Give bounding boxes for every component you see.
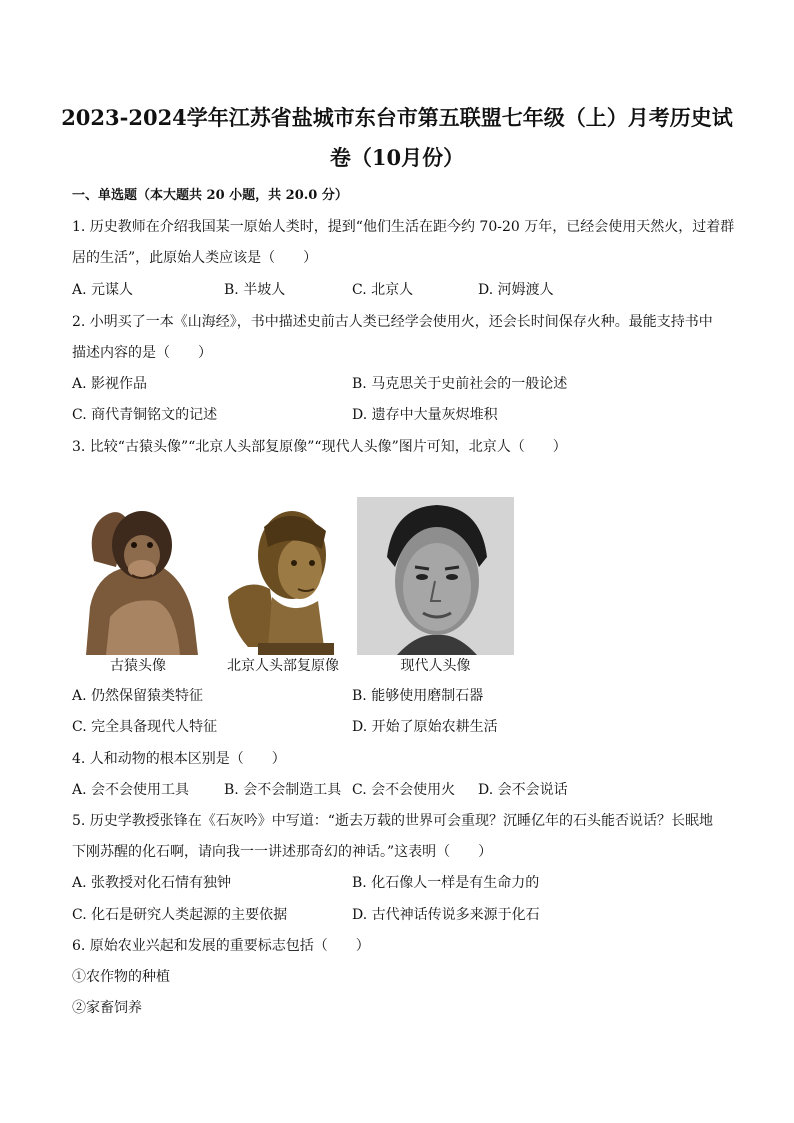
question-1-option-d: D. 河姆渡人: [478, 282, 554, 298]
question-5-stem-cont: 下刚苏醒的化石啊，请向我一一讲述那奇幻的神话。”这表明（ ）: [72, 844, 493, 860]
question-1-option-c: C. 北京人: [352, 282, 414, 298]
question-3-option-a: A. 仍然保留猿类特征: [72, 688, 204, 704]
question-4-option-c: C. 会不会使用火: [352, 782, 456, 798]
question-5-option-b: B. 化石像人一样是有生命力的: [352, 875, 540, 891]
ape-head-image: [76, 497, 200, 655]
peking-man-bust-image: [218, 497, 340, 655]
figure-caption-ape: 古猿头像: [110, 658, 166, 674]
question-2-option-b: B. 马克思关于史前社会的一般论述: [352, 376, 568, 392]
question-2-stem: 2. 小明买了一本《山海经》，书中描述史前古人类已经学会使用火，还会长时间保存火种。最能支持书中: [72, 314, 713, 330]
question-5-option-a: A. 张教授对化石情有独钟: [72, 875, 232, 891]
question-1-stem: 1. 历史教师在介绍我国某一原始人类时，提到“他们生活在距今约 70-20 万年，已经会使用天然火，过着群: [72, 219, 735, 235]
question-4-option-b: B. 会不会制造工具: [224, 782, 342, 798]
question-2-option-c: C. 商代青铜铭文的记述: [72, 407, 218, 423]
figure-caption-modern-human: 现代人头像: [400, 658, 471, 674]
question-6-item-2: ②家畜饲养: [72, 1000, 142, 1016]
question-2-option-d: D. 遗存中大量灰烬堆积: [352, 407, 498, 423]
question-1-stem-cont: 居的生活”，此原始人类应该是（ ）: [72, 250, 318, 266]
page-title-continued: 卷（10月份）: [329, 145, 465, 170]
question-3-stem: 3. 比较“古猿头像”“北京人头部复原像”“现代人头像”图片可知，北京人（ ）: [72, 439, 567, 455]
page-title: 2023-2024学年江苏省盐城市东台市第五联盟七年级（上）月考历史试: [61, 105, 733, 130]
question-2-option-a: A. 影视作品: [72, 376, 148, 392]
question-1-option-a: A. 元谋人: [72, 282, 134, 298]
question-3-option-d: D. 开始了原始农耕生活: [352, 719, 498, 735]
question-5-option-c: C. 化石是研究人类起源的主要依据: [72, 907, 288, 923]
question-4-option-d: D. 会不会说话: [478, 782, 568, 798]
question-6-stem: 6. 原始农业兴起和发展的重要标志包括（ ）: [72, 938, 370, 954]
question-1-option-b: B. 半坡人: [224, 282, 286, 298]
question-4-stem: 4. 人和动物的根本区别是（ ）: [72, 751, 286, 767]
section-heading: 一、单选题（本大题共 20 小题，共 20.0 分）: [72, 188, 348, 203]
question-5-stem: 5. 历史学教授张锋在《石灰吟》中写道：“逝去万载的世界可会重现？沉睡亿年的石头能否说话？长眠地: [72, 813, 713, 829]
question-5-option-d: D. 古代神话传说多来源于化石: [352, 907, 540, 923]
question-4-option-a: A. 会不会使用工具: [72, 782, 190, 798]
modern-human-head-image: [357, 497, 514, 655]
question-6-item-1: ①农作物的种植: [72, 969, 170, 985]
question-2-stem-cont: 描述内容的是（ ）: [72, 345, 212, 361]
question-3-option-c: C. 完全具备现代人特征: [72, 719, 218, 735]
figure-caption-peking-man: 北京人头部复原像: [227, 658, 339, 674]
question-3-option-b: B. 能够使用磨制石器: [352, 688, 484, 704]
